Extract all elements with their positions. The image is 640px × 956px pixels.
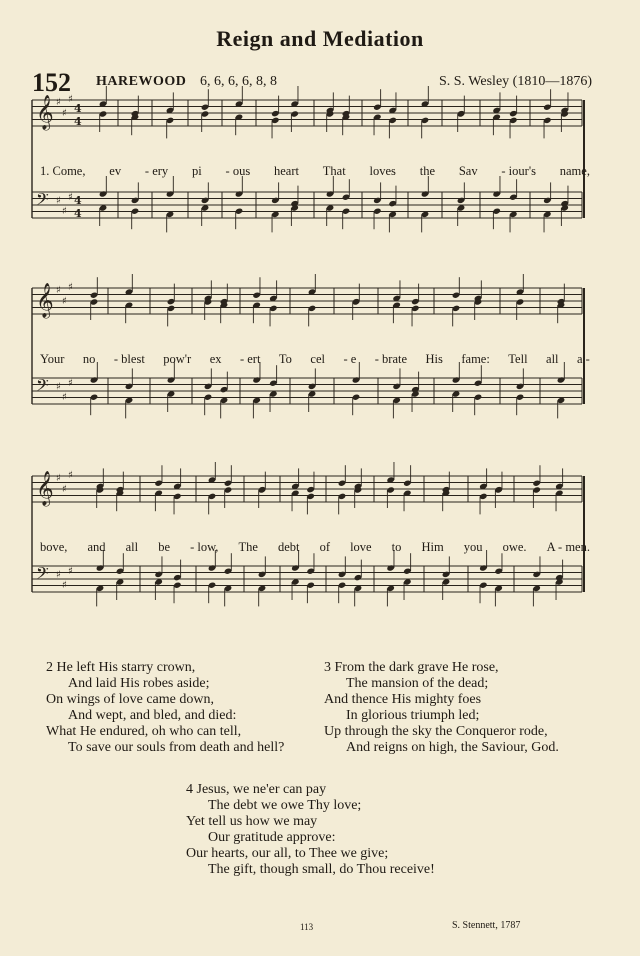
lyric-syllable: a - <box>577 352 590 366</box>
treble-clef: 𝄞 <box>36 95 54 130</box>
verse-line: Yet tell us how we may <box>186 814 318 829</box>
lyric-syllable: the <box>419 164 436 178</box>
time-signature: 4 <box>74 102 82 115</box>
treble-clef: 𝄞 <box>36 471 54 506</box>
hymn-number: 152 <box>32 68 71 97</box>
sharp-sign: ♯ <box>56 285 61 296</box>
lyric-syllable: 1. Come, <box>40 164 86 178</box>
lyric-syllable: That <box>322 164 346 178</box>
sharp-sign: ♯ <box>68 566 73 577</box>
verse-line: And thence His mighty foes <box>324 692 482 707</box>
bass-clef: 𝄢 <box>36 375 49 399</box>
verse-line: The debt we owe Thy love; <box>208 798 362 813</box>
lyric-line-2 <box>40 352 590 367</box>
lyric-syllable: fame: <box>461 352 490 366</box>
sharp-sign: ♯ <box>62 206 67 217</box>
bass-clef: 𝄢 <box>36 563 49 587</box>
sharp-sign: ♯ <box>68 282 73 293</box>
time-signature: 4 <box>74 194 82 207</box>
sharp-sign: ♯ <box>68 470 73 481</box>
time-signature: 4 <box>74 207 82 220</box>
lyric-syllable: Tell <box>508 352 528 366</box>
sharp-sign: ♯ <box>62 108 67 119</box>
composer: S. S. Wesley (1810—1876) <box>438 74 592 89</box>
lyric-syllable: you <box>463 540 483 554</box>
lyric-syllable: A - men. <box>546 540 590 554</box>
lyric-syllable: Sav <box>458 164 478 178</box>
lyric-syllable: owe. <box>502 540 527 554</box>
verse-line: And laid His robes aside; <box>68 676 210 691</box>
lyric-syllable: ex <box>209 352 222 366</box>
lyric-syllable: - ert <box>239 352 261 366</box>
lyric-syllable: To <box>278 352 292 366</box>
verse-line: Our hearts, our all, to Thee we give; <box>186 846 389 861</box>
sharp-sign: ♯ <box>56 195 61 207</box>
lyric-syllable: - brate <box>374 352 408 366</box>
lyric-syllable: be <box>158 540 170 554</box>
verse-2 <box>46 660 284 756</box>
lyric-syllable: heart <box>274 164 299 178</box>
lyric-syllable: name, <box>559 164 590 178</box>
verse-line: In glorious triumph led; <box>346 708 480 723</box>
verse-3 <box>324 660 559 756</box>
section-title: Reign and Mediation <box>216 26 424 51</box>
lyric-syllable: love <box>350 540 372 554</box>
verse-line: 3 From the dark grave He rose, <box>324 660 499 675</box>
sharp-sign: ♯ <box>62 392 67 403</box>
verse-line: And reigns on high, the Saviour, God. <box>346 740 559 755</box>
lyric-syllable: - ous <box>225 164 251 178</box>
lyric-syllable: Him <box>421 540 444 554</box>
sharp-sign: ♯ <box>68 192 73 203</box>
verse-line: Our gratitude approve: <box>208 830 336 845</box>
lyric-syllable: - iour's <box>501 164 536 178</box>
bass-clef: 𝄢 <box>36 189 49 213</box>
lyric-syllable: loves <box>369 164 396 178</box>
verse-4 <box>186 782 435 878</box>
sharp-sign: ♯ <box>56 473 61 484</box>
sharp-sign: ♯ <box>68 378 73 389</box>
sharp-sign: ♯ <box>56 381 61 393</box>
lyric-syllable: - blest <box>113 352 145 366</box>
lyric-syllable: - ery <box>144 164 169 178</box>
lyric-syllable: ev <box>109 164 122 178</box>
lyric-syllable: no <box>82 352 96 366</box>
lyric-syllable: pi <box>191 164 202 178</box>
lyric-line-1 <box>40 164 590 179</box>
lyric-syllable: - low, <box>190 540 219 554</box>
verse-line: The mansion of the dead; <box>346 676 489 691</box>
lyric-syllable: and <box>87 540 106 554</box>
treble-clef: 𝄞 <box>36 283 54 318</box>
tune-name: HAREWOOD <box>96 74 187 89</box>
page-number: 113 <box>300 922 314 932</box>
sharp-sign: ♯ <box>56 569 61 581</box>
verse-line: Up through the sky the Conqueror rode, <box>324 724 548 739</box>
text-attribution: S. Stennett, 1787 <box>452 920 521 931</box>
sharp-sign: ♯ <box>56 97 61 108</box>
lyric-syllable: to <box>391 540 402 554</box>
verse-line: To save our souls from death and hell? <box>68 740 285 755</box>
verse-line: On wings of love came down, <box>46 692 214 707</box>
lyric-syllable: The <box>238 540 258 554</box>
time-signature: 4 <box>74 115 82 128</box>
lyric-syllable: His <box>425 352 443 366</box>
verse-line: 2 He left His starry crown, <box>46 660 196 675</box>
verse-line: What He endured, oh who can tell, <box>46 724 242 739</box>
lyric-syllable: all <box>546 352 559 366</box>
sharp-sign: ♯ <box>68 94 73 105</box>
lyric-syllable: pow'r <box>163 352 192 366</box>
lyric-syllable: Your <box>40 352 65 366</box>
sharp-sign: ♯ <box>62 296 67 307</box>
lyric-syllable: bove, <box>40 540 68 554</box>
lyric-syllable: debt <box>277 540 300 554</box>
verse-line: 4 Jesus, we ne'er can pay <box>186 782 327 797</box>
verse-line: The gift, though small, do Thou receive! <box>208 862 435 877</box>
meter: 6, 6, 6, 6, 8, 8 <box>200 74 277 89</box>
sharp-sign: ♯ <box>62 484 67 495</box>
lyric-syllable: cel <box>310 352 325 366</box>
lyric-syllable: all <box>125 540 139 554</box>
lyric-line-3 <box>40 540 590 555</box>
lyric-syllable: - e <box>343 352 357 366</box>
sharp-sign: ♯ <box>62 580 67 591</box>
verse-line: And wept, and bled, and died: <box>68 708 237 723</box>
lyric-syllable: of <box>319 540 330 554</box>
